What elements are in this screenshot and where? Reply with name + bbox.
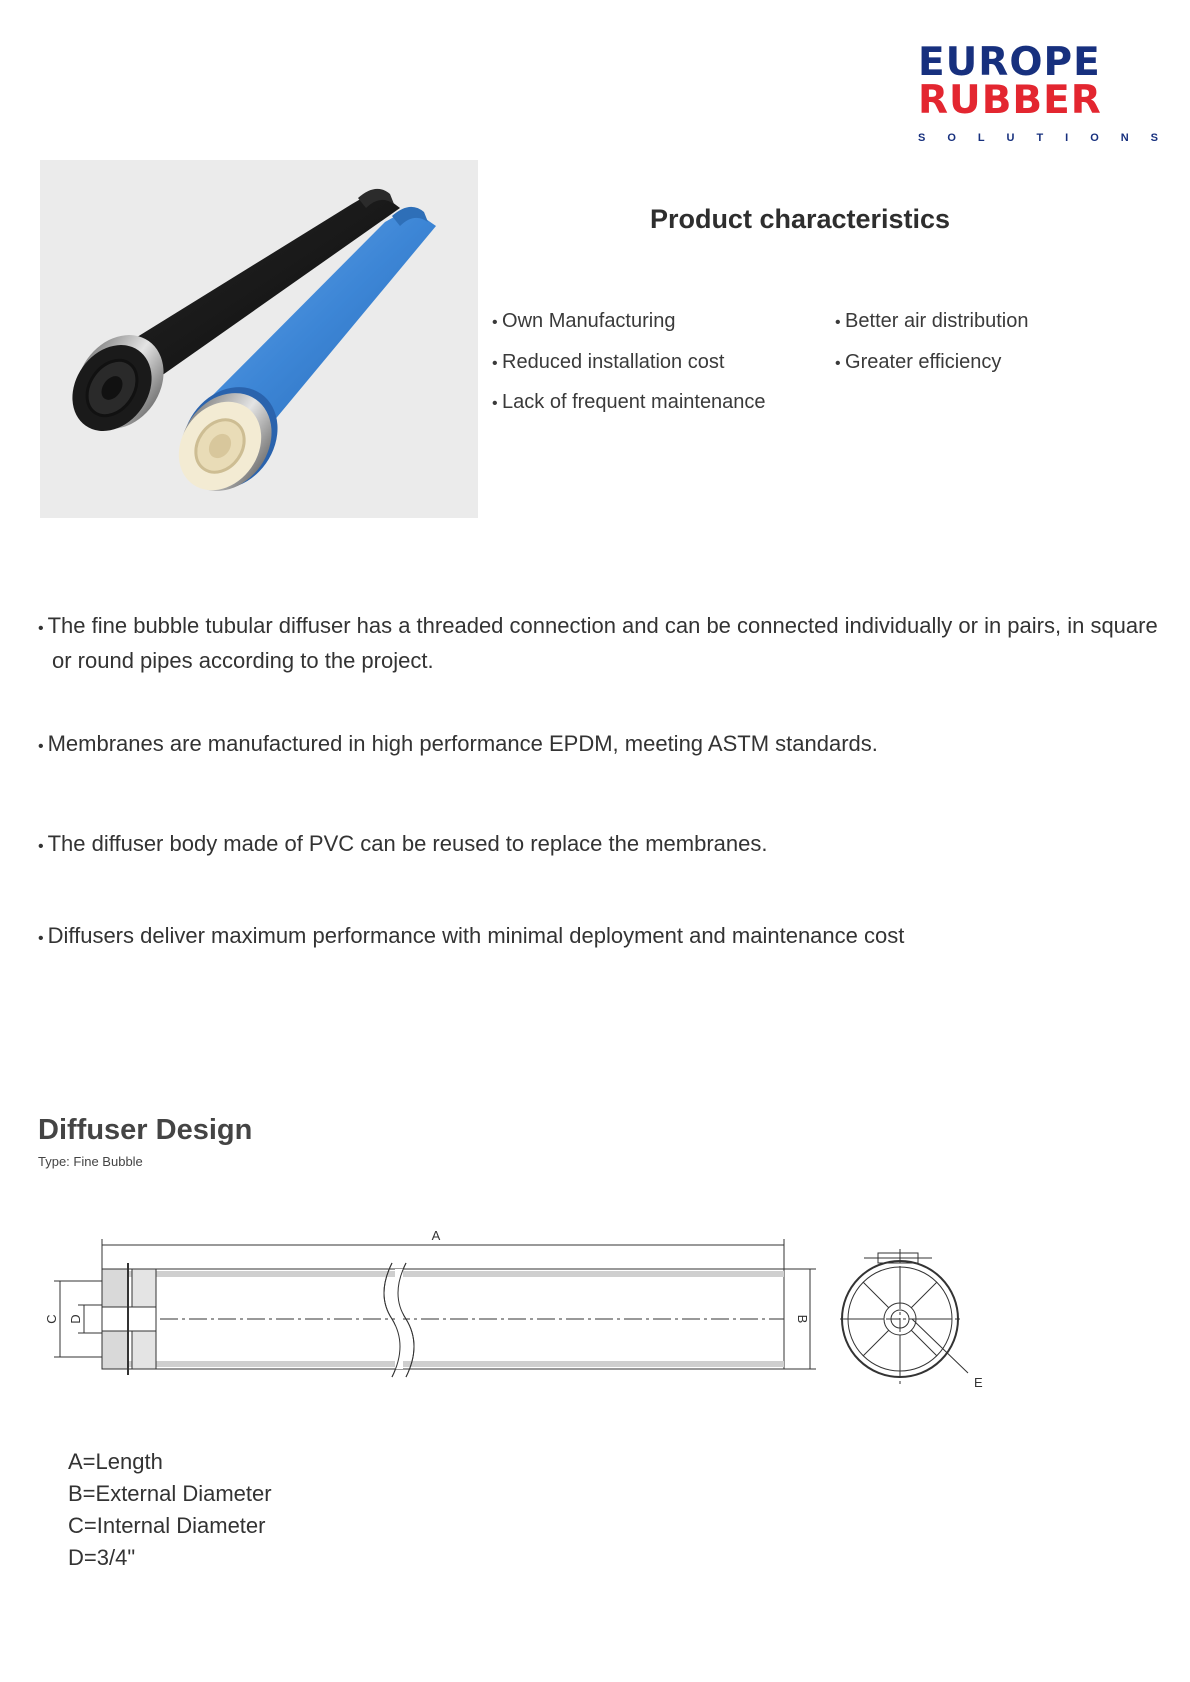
bullet-icon: • (38, 620, 44, 637)
list-item: • Lack of frequent maintenance (492, 383, 766, 424)
list-item: • Greater efficiency (835, 343, 1028, 384)
bullet-icon: • (38, 738, 44, 755)
diffuser-technical-drawing (40, 1205, 1000, 1410)
label-d: D (68, 1314, 83, 1324)
legend-item: D=3/4" (68, 1545, 136, 1570)
legend-item: B=External Diameter (68, 1481, 272, 1506)
brand-logo (918, 40, 1158, 144)
description-bullet: • Diffusers deliver maximum performance with minimal deployment and maintenance cost (38, 923, 905, 948)
characteristics-list-left (492, 302, 766, 424)
bullet-icon: • (38, 838, 44, 855)
list-item: • Reduced installation cost (492, 343, 766, 384)
label-c: C (44, 1314, 59, 1324)
label-a: A (431, 1228, 441, 1243)
logo-rubber-text: RUBBER (918, 78, 1102, 123)
list-item: • Own Manufacturing (492, 302, 766, 343)
logo-solutions-text: S O L U T I O N S (918, 132, 1158, 144)
diffuser-design-title: Diffuser Design (38, 1114, 253, 1146)
logo-europe-text: EUROPE (918, 40, 1101, 85)
legend-item: C=Internal Diameter (68, 1513, 266, 1538)
description-bullet: • Membranes are manufactured in high performance EPDM, meeting ASTM standards. (38, 731, 878, 756)
label-b: B (795, 1314, 810, 1324)
diffuser-type: Type: Fine Bubble (38, 1154, 143, 1169)
description-bullet: • The fine bubble tubular diffuser has a threaded connection and can be connected individually or in pairs, in square or round pipes according to the project. (38, 613, 1158, 673)
label-e: E (974, 1375, 983, 1390)
characteristics-list-right (835, 302, 1028, 383)
bullet-icon: • (38, 930, 44, 947)
tube-end-view (840, 1249, 983, 1390)
legend-item: A=Length (68, 1449, 163, 1474)
description-bullet: • The diffuser body made of PVC can be reused to replace the membranes. (38, 831, 768, 856)
list-item: • Better air distribution (835, 302, 1028, 343)
product-characteristics-title: Product characteristics (649, 204, 951, 234)
product-photo (40, 160, 478, 518)
dimension-legend (68, 1446, 272, 1574)
